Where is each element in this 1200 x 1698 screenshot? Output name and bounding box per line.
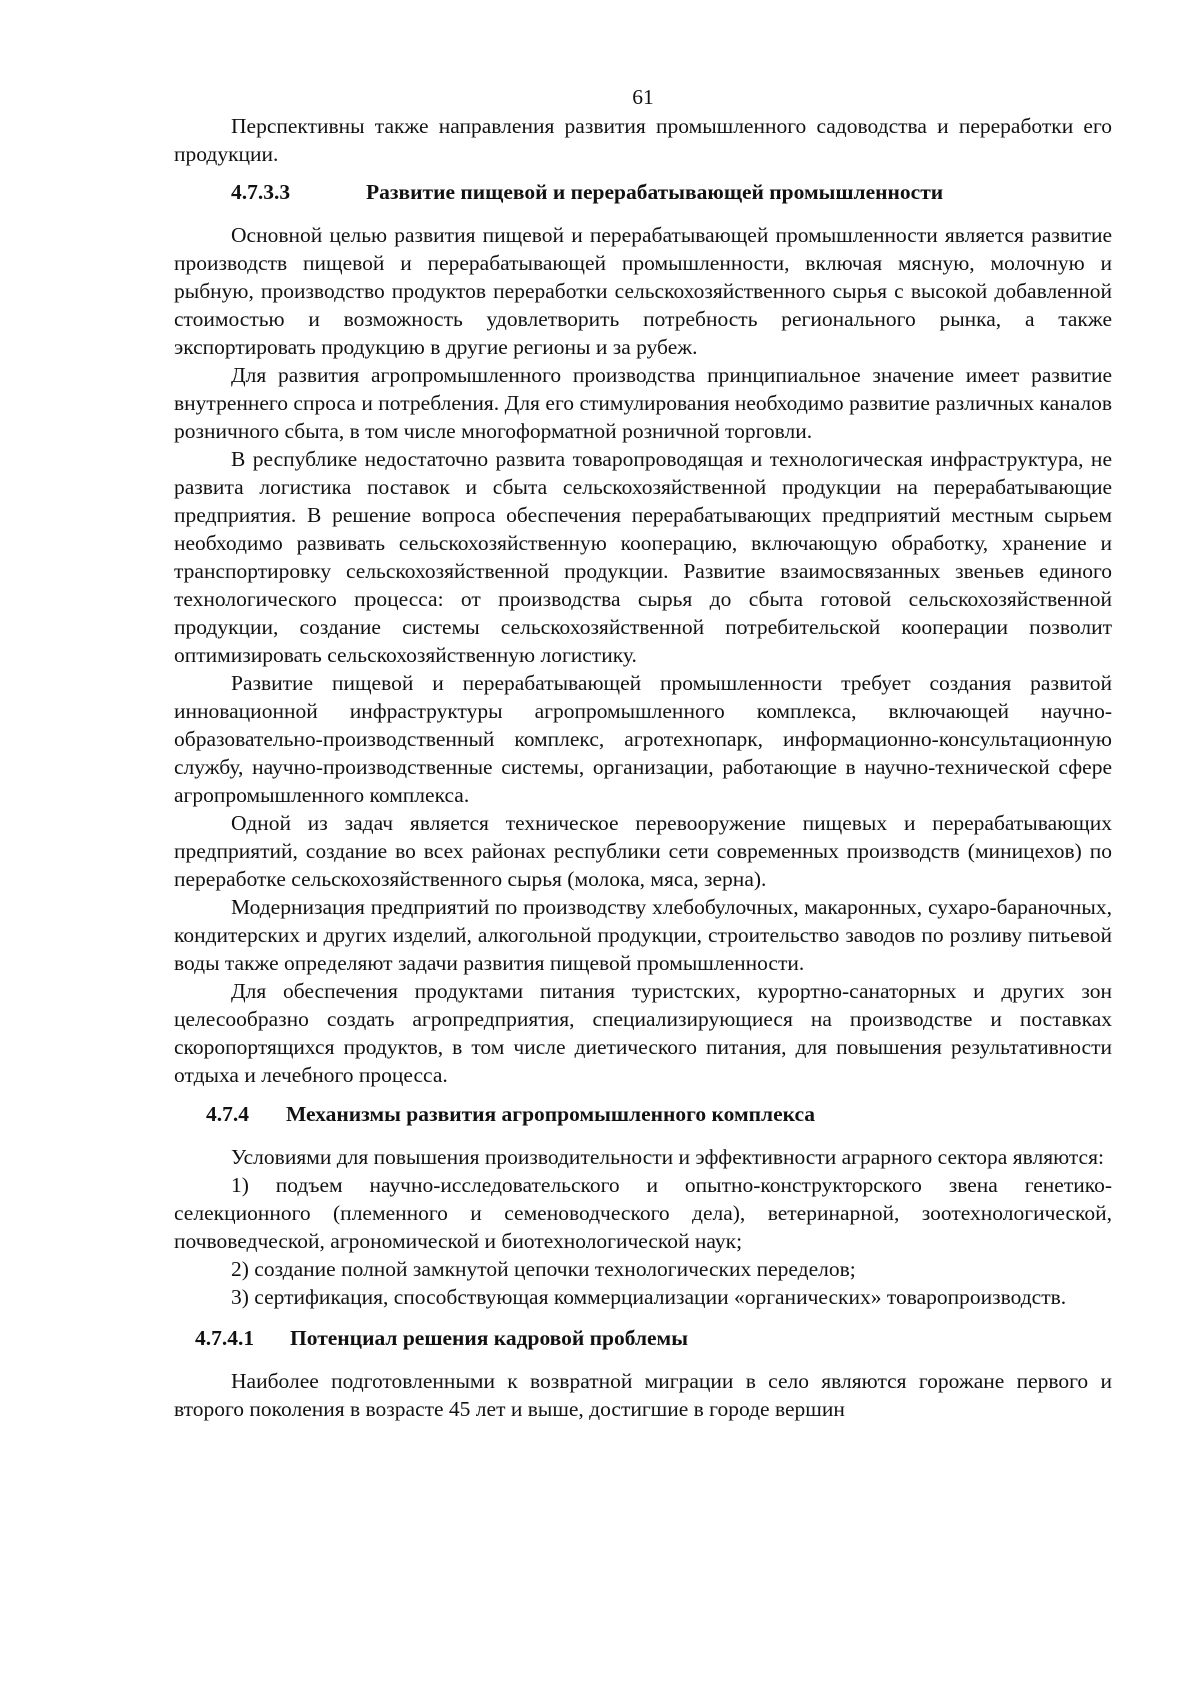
section-title: Развитие пищевой и перерабатывающей промышленности [366, 180, 944, 204]
paragraph: Одной из задач является техническое перевооружение пищевых и перерабатывающих предприятий, создание во всех районах республики сети современных производств (миницехов) по переработке сельскохозяйственного сырья (молока, мяса, зерна). [174, 811, 1112, 891]
list-item: 1) подъем научно-исследовательского и опытно-конструкторского звена генетико-селекционного (племенного и семеноводческого дела), ветеринарной, зоотехнологической, почвоведческой, агрономической и биотехнологической наук; [174, 1173, 1112, 1253]
section-number: 4.7.4 [206, 1102, 249, 1126]
paragraph: Основной целью развития пищевой и перерабатывающей промышленности является развитие производств пищевой и перерабатывающей промышленности, включая мясную, молочную и рыбную, производство продуктов переработки сельскохозяйственного сырья с высокой добавленной стоимостью и возможность удовлетворить потребность регионального рынка, а также экспортировать продукцию в другие регионы и за рубеж. [174, 223, 1112, 359]
paragraph: Условиями для повышения производительности и эффективности аграрного сектора являются: [231, 1145, 1104, 1169]
paragraph: В республике недостаточно развита товаропроводящая и технологическая инфраструктура, не развита логистика поставок и сбыта сельскохозяйственной продукции на перерабатывающие предприятия. В решение вопроса обеспечения перерабатывающих предприятий местным сырьем необходимо развивать сельскохозяйственную кооперацию, включающую обработку, хранение и транспортировку сельскохозяйственной продукции. Развитие взаимосвязанных звеньев единого технологического процесса: от производства сырья до сбыта готовой сельскохозяйственной продукции, создание системы сельскохозяйственной потребительской кооперации позволит оптимизировать сельскохозяйственную логистику. [174, 447, 1112, 667]
section-number: 4.7.3.3 [231, 180, 291, 204]
section-title: Потенциал решения кадровой проблемы [290, 1326, 688, 1350]
paragraph: Для обеспечения продуктами питания туристских, курортно-санаторных и других зон целесообразно создать агропредприятия, специализирующиеся на производстве и поставках скоропортящихся продуктов, в том числе диетического питания, для повышения результативности отдыха и лечебного процесса. [174, 979, 1112, 1087]
paragraph: Развитие пищевой и перерабатывающей промышленности требует создания развитой инновационной инфраструктуры агропромышленного комплекса, включающей научно-образовательно-производственный комплекс, агротехнопарк, информационно-консультационную службу, научно-производственные системы, организации, работающие в научно-технической сфере агропромышленного комплекса. [174, 671, 1112, 807]
page-number: 61 [632, 85, 654, 109]
paragraph: Модернизация предприятий по производству хлебобулочных, макаронных, сухаро-бараночных, кондитерских и других изделий, алкогольной продукции, строительство заводов по розливу питьевой воды также определяют задачи развития пищевой промышленности. [174, 895, 1112, 975]
section-heading-4-7-3-3 [174, 177, 1112, 207]
section-title: Механизмы развития агропромышленного комплекса [286, 1102, 816, 1126]
paragraph: Для развития агропромышленного производства принципиальное значение имеет развитие внутреннего спроса и потребления. Для его стимулирования необходимо развитие различных каналов розничного сбыта, в том числе многоформатной розничной торговли. [174, 363, 1112, 443]
section-heading-4-7-4-1 [174, 1323, 1112, 1353]
paragraph: Наиболее подготовленными к возвратной миграции в село являются горожане первого и второго поколения в возрасте 45 лет и выше, достигшие в городе вершин [174, 1369, 1112, 1421]
text-column [174, 82, 1112, 1423]
section-heading-4-7-4 [174, 1099, 1112, 1129]
list-item: 2) создание полной замкнутой цепочки технологических переделов; [231, 1257, 856, 1281]
section-number: 4.7.4.1 [195, 1326, 255, 1350]
list-item: 3) сертификация, способствующая коммерциализации «органических» товаропроизводств. [231, 1285, 1067, 1309]
intro-paragraph: Перспективны также направления развития промышленного садоводства и переработки его продукции. [174, 114, 1112, 166]
